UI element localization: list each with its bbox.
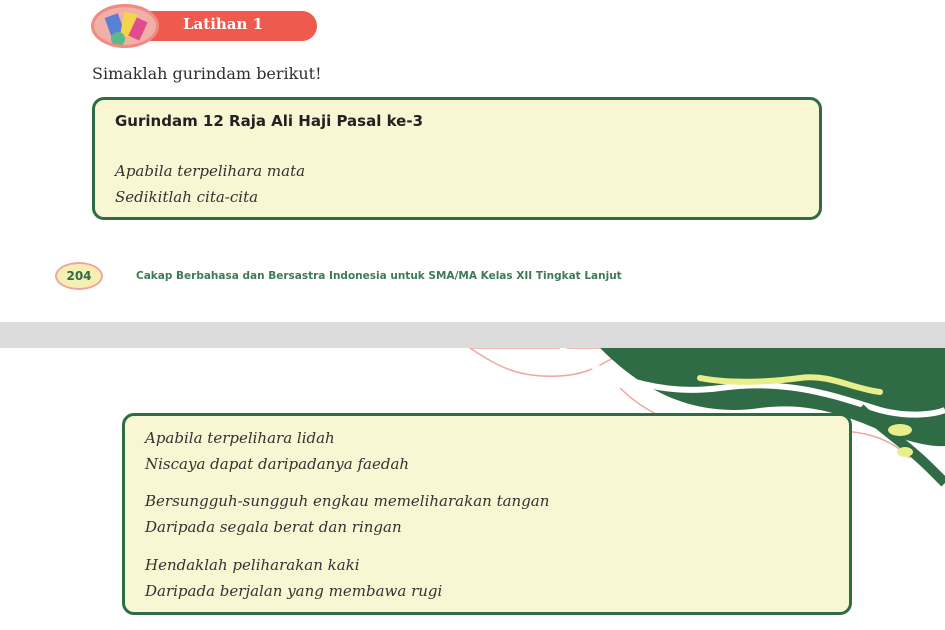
poem-box-2 bbox=[122, 413, 852, 615]
poem-box-1 bbox=[92, 97, 822, 220]
page-divider bbox=[0, 322, 945, 348]
exercise-badge bbox=[91, 4, 323, 44]
page-number-badge bbox=[55, 262, 103, 290]
page-number: 204 bbox=[66, 269, 92, 283]
poem-line: Daripada segala berat dan ringan bbox=[145, 518, 402, 536]
poem-line: Hendaklah peliharakan kaki bbox=[145, 556, 360, 574]
badge-label: Latihan 1 bbox=[183, 15, 264, 33]
badge-illustration-icon bbox=[91, 4, 159, 48]
poem-line: Sedikitlah cita-cita bbox=[115, 188, 259, 206]
poem-line: Niscaya dapat daripadanya faedah bbox=[145, 455, 410, 473]
poem-line: Daripada berjalan yang membawa rugi bbox=[145, 582, 443, 600]
book-title: Cakap Berbahasa dan Bersastra Indonesia untuk SMA/MA Kelas XII Tingkat Lanjut bbox=[136, 270, 622, 282]
instruction-text: Simaklah gurindam berikut! bbox=[92, 64, 322, 83]
poem-title: Gurindam 12 Raja Ali Haji Pasal ke-3 bbox=[115, 112, 424, 130]
poem-line: Apabila terpelihara lidah bbox=[145, 429, 335, 447]
poem-line: Bersungguh-sungguh engkau memeliharakan tangan bbox=[145, 492, 550, 510]
poem-line: Apabila terpelihara mata bbox=[115, 162, 306, 180]
